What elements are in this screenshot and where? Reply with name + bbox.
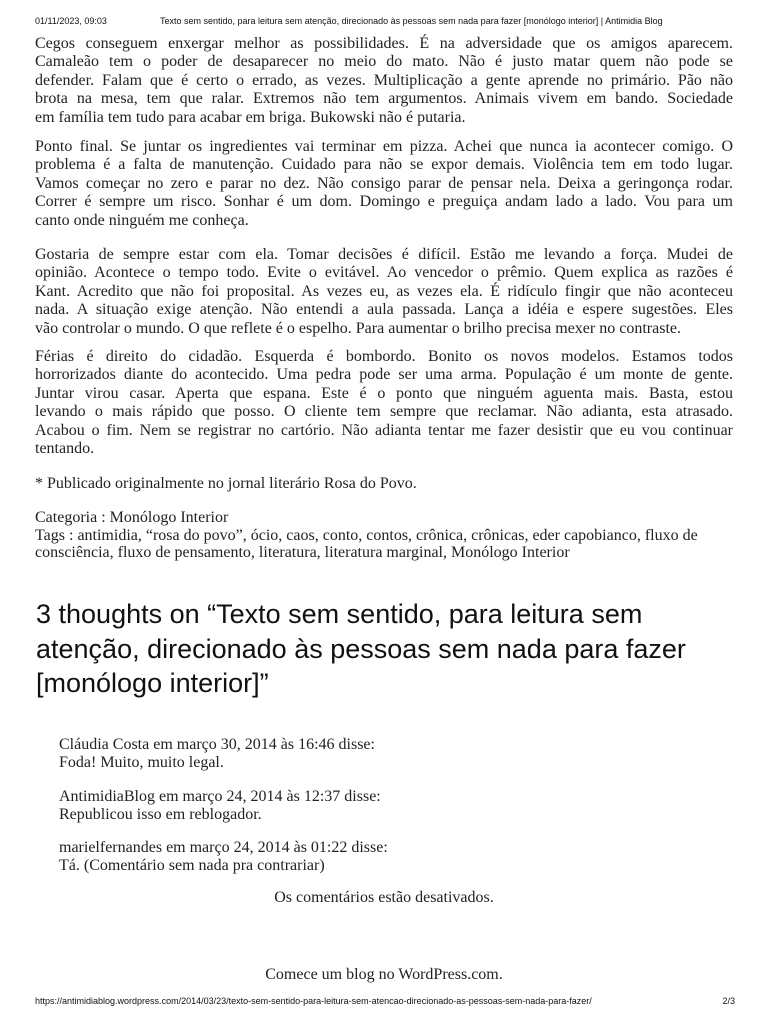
print-url: https://antimidiablog.wordpress.com/2014/03/23/texto-sem-sentido-para-leitura-sem-atencao-direcionado-as-pessoas-sem-nada-para-fazer/	[35, 996, 592, 1006]
paragraph-line: Gostaria de sempre estar com ela. Tomar decisões é difícil. Estão me levando a força. Mudei de	[35, 246, 733, 263]
paragraph-line: canto onde ninguém me conheça.	[35, 211, 249, 229]
print-page-title: Texto sem sentido, para leitura sem atenção, direcionado às pessoas sem nada para fazer [monólogo interior] | Antimidia Blog	[160, 16, 663, 26]
comment-list	[59, 736, 733, 891]
comment-item	[59, 736, 733, 772]
comment-author[interactable]: AntimidiaBlog	[59, 787, 155, 805]
footnote	[35, 475, 733, 493]
comment-text: Foda! Muito, muito legal.	[59, 754, 224, 771]
paragraph-line: Vamos começar no zero e parar no dez. Não consigo parar de pensar nela. Deixa a geringonça rodar.	[35, 174, 733, 192]
comment-says-word: disse:	[338, 736, 375, 753]
comment-header	[59, 788, 733, 806]
paragraph-line: Cegos conseguem enxergar melhor as possibilidades. É na adversidade que os amigos aparecem.	[35, 35, 733, 52]
paragraph-line: Correr é sempre um risco. Sonhar é um dom. Domingo e preguiça andam lado a lado. Vou para um	[35, 193, 733, 211]
comment-on-word: em	[159, 787, 179, 805]
tag-link[interactable]: conto	[322, 526, 359, 544]
paragraph-line: tentando.	[35, 439, 95, 457]
paragraph	[35, 138, 733, 230]
comment-text: Republicou isso em reblogador.	[59, 805, 262, 823]
tag-separator: ,	[463, 526, 472, 544]
paragraph-line: em família tem tudo para acabar em briga. Bukowski não é putaria.	[35, 108, 466, 126]
post-meta	[35, 509, 733, 562]
category-link[interactable]: Monólogo Interior	[109, 509, 229, 526]
comment-date[interactable]: março 24, 2014 às 12:37	[182, 787, 341, 805]
wordpress-footer-link[interactable]: Comece um blog no WordPress.com.	[265, 966, 503, 983]
paragraph-line: opinião. Acontece o tempo todo. Evite o evitável. Ao vencedor o prêmio. Quem explica as razões é	[35, 264, 733, 282]
paragraph	[35, 348, 733, 458]
comment-item	[59, 788, 733, 824]
paragraph-line: Juntar virou casar. Aperta que espana. Este é o ponto que ninguém aguenta mais. Basta, estou	[35, 384, 733, 402]
tag-link[interactable]: crônicas	[471, 526, 525, 544]
comment-author[interactable]: Cláudia Costa	[59, 736, 150, 753]
paragraph-line: Kant. Acredito que não foi proposital. As vezes eu, as vezes ela. É ridículo fingir que não aconteceu	[35, 282, 733, 300]
category-row	[35, 509, 733, 527]
category-label: Categoria :	[35, 509, 106, 526]
comment-on-word: em	[153, 736, 173, 753]
tag-link[interactable]: fluxo de consciência	[35, 526, 698, 562]
paragraph-line: Camaleão tem o poder de desaparecer no meio do mato. Não é justo matar quem não pode se	[35, 53, 733, 71]
tag-separator: ,	[250, 544, 259, 562]
tag-link[interactable]: Monólogo Interior	[451, 544, 570, 562]
tag-link[interactable]: literatura	[258, 544, 317, 562]
tags-row	[35, 527, 733, 562]
tag-separator: ,	[636, 526, 645, 544]
tag-link[interactable]: eder capobianco	[532, 526, 637, 544]
tag-link[interactable]: caos	[286, 526, 315, 544]
paragraph-line: Ponto final. Se juntar os ingredientes vai terminar em pizza. Achei que nunca ia acontecer comigo. O	[35, 138, 733, 155]
comments-heading: 3 thoughts on “Texto sem sentido, para leitura sem atenção, direcionado às pessoas sem nada para fazer [monólogo interior]”	[36, 599, 686, 698]
tag-separator: ,	[358, 526, 367, 544]
tag-separator: ,	[109, 544, 118, 562]
comment-header	[59, 839, 733, 857]
tag-link[interactable]: ócio	[250, 526, 279, 544]
paragraph	[35, 246, 733, 338]
paragraph-line: levando o mais rápido que posso. O cliente tem sempre que reclamar. Não adianta, esta atrasado.	[35, 403, 733, 421]
comment-says-word: disse:	[344, 787, 381, 805]
footnote-text: * Publicado originalmente no jornal literário Rosa do Povo.	[35, 475, 417, 492]
paragraph-line: defender. Falam que é certo o errado, as vezes. Multiplicação a gente aprende no primário. Pão não	[35, 71, 733, 89]
paragraph-line: Férias é direito do cidadão. Esquerda é bombordo. Bonito os novos modelos. Estamos todos	[35, 348, 733, 365]
tag-link[interactable]: “rosa do povo”	[145, 526, 243, 544]
comment-date[interactable]: março 24, 2014 às 01:22	[189, 839, 348, 856]
tag-separator: ,	[242, 526, 251, 544]
comment-item	[59, 839, 733, 875]
paragraph-line: nada. A situação exige atenção. Não entendi a aula passada. Lança a idéia e espere sugestões. Eles	[35, 301, 733, 319]
comment-says-word: disse:	[351, 839, 388, 856]
tag-link[interactable]: antimidia	[77, 526, 138, 544]
tag-link[interactable]: crônica	[416, 526, 464, 544]
comment-header	[59, 736, 733, 754]
tag-separator: ,	[524, 526, 533, 544]
paragraph-line: problema é a falta de manutenção. Cuidado para não se expor demais. Violência tem em todo lugar.	[35, 156, 733, 174]
tag-separator: ,	[316, 544, 325, 562]
paragraph	[35, 35, 733, 127]
tag-separator: ,	[137, 526, 146, 544]
tag-separator: ,	[314, 526, 323, 544]
comment-author[interactable]: marielfernandes	[59, 839, 163, 856]
paragraph-line: brota na mesa, tem que ralar. Extremos não tem argumentos. Animais vivem em bando. Sociedade	[35, 90, 733, 108]
site-footer	[35, 966, 733, 984]
tag-link[interactable]: fluxo de pensamento	[117, 544, 251, 562]
tag-link[interactable]: literatura marginal	[324, 544, 443, 562]
paragraph-line: horrorizados diante do acontecido. Uma pedra pode ser uma arma. População é um monte de gente.	[35, 366, 733, 384]
tag-link[interactable]: contos	[366, 526, 409, 544]
paragraph-line: Acabou o fim. Nem se registrar no cartório. Não adianta tentar me fazer desistir que eu vou continuar	[35, 421, 733, 439]
paragraph-line: vão controlar o mundo. O que reflete é o espelho. Para aumentar o brilho precisa mexer no contraste.	[35, 319, 681, 337]
tag-separator: ,	[278, 526, 287, 544]
comment-date[interactable]: março 30, 2014 às 16:46	[176, 736, 335, 753]
comment-on-word: em	[166, 839, 186, 856]
comments-closed-notice: Os comentários estão desativados.	[274, 889, 494, 906]
tag-separator: ,	[408, 526, 417, 544]
print-datetime: 01/11/2023, 09:03	[35, 16, 107, 26]
tags-label: Tags :	[35, 526, 74, 544]
comment-text: Tá. (Comentário sem nada pra contrariar)	[59, 857, 325, 874]
print-page-number: 2/3	[722, 996, 735, 1006]
tag-separator: ,	[443, 544, 451, 562]
